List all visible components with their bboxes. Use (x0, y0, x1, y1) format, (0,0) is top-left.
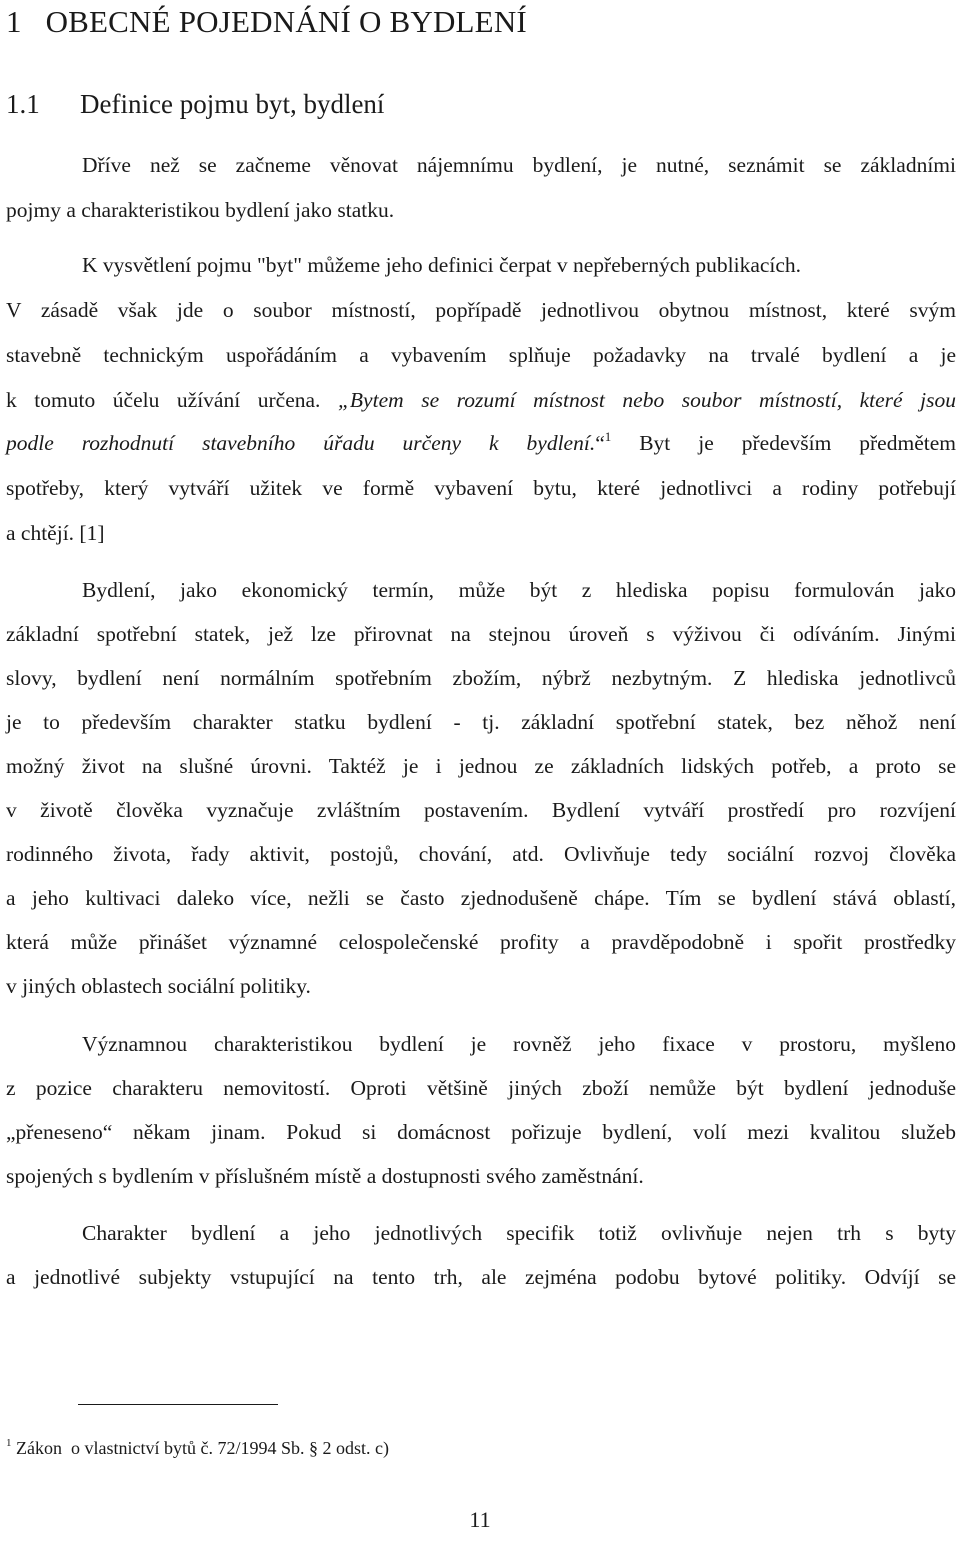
paragraph-4-line: Významnou charakteristikou bydlení je rovněž jeho fixace v prostoru, myšleno (82, 1032, 956, 1056)
paragraph-3-line: je to především charakter statku bydlení - tj. základní spotřební statek, bez něhož není (6, 710, 956, 734)
page-number: 11 (469, 1507, 491, 1532)
footnote-reference[interactable]: 1 (604, 429, 612, 444)
law-quote: „Bytem se rozumí místnost nebo soubor místností, které jsou (337, 388, 956, 412)
footnote (6, 1435, 389, 1461)
body-text: Byt je především předmětem (611, 431, 956, 455)
paragraph-3-line: a jeho kultivaci daleko více, nežli se často zjednodušeně chápe. Tím se bydlení stává oblastí, (6, 886, 956, 910)
paragraph-2-line: K vysvětlení pojmu "byt" můžeme jeho definici čerpat v nepřeberných publikacích. (82, 253, 802, 277)
paragraph-2-line (6, 385, 956, 415)
footnote-text: Zákon o vlastnictví bytů č. 72/1994 Sb. § 2 odst. c) (11, 1438, 389, 1458)
paragraph-5-line: a jednotlivé subjekty vstupující na tento trh, ale zejména podobu bytové politiky. Odvíjí se (6, 1265, 956, 1289)
paragraph-2-line: spotřeby, který vytváří užitek ve formě vybavení bytu, které jednotlivci a rodiny potřebují (6, 476, 956, 500)
paragraph-4-line: z pozice charakteru nemovitostí. Oproti většině jiných zboží nemůže být bydlení jednoduše (6, 1076, 956, 1100)
paragraph-3-line: Bydlení, jako ekonomický termín, může být z hlediska popisu formulován jako (82, 578, 956, 602)
section-number: 1.1 (6, 89, 40, 119)
paragraph-3-line: v jiných oblastech sociální politiky. (6, 974, 311, 998)
quote-close: “ (595, 431, 605, 455)
section-heading (6, 84, 384, 124)
paragraph-2-line: a chtějí. [1] (6, 521, 105, 545)
paragraph-3-line: v životě člověka vyznačuje zvláštním postavením. Bydlení vytváří prostředí pro rozvíjení (6, 798, 956, 822)
section-title: Definice pojmu byt, bydlení (80, 89, 385, 119)
paragraph-3-line: možný život na slušné úrovni. Taktéž je i jednou ze základních lidských potřeb, a proto se (6, 754, 956, 778)
paragraph-2-line (6, 428, 956, 458)
chapter-title: OBECNÉ POJEDNÁNÍ O BYDLENÍ (45, 4, 527, 39)
paragraph-4-line: „přeneseno“ někam jinam. Pokud si domácnost pořizuje bydlení, volí mezi kvalitou služeb (6, 1120, 956, 1144)
footnote-separator (78, 1404, 278, 1405)
paragraph-3-line: rodinného života, řady aktivit, postojů, chování, atd. Ovlivňuje tedy sociální rozvoj člověka (6, 842, 956, 866)
footnote-marker: 1 (6, 1437, 12, 1449)
paragraph-3-line: slovy, bydlení není normálním spotřebním zbožím, nýbrž nezbytným. Z hlediska jednotlivců (6, 666, 956, 690)
body-text: k tomuto účelu užívání určena. (6, 388, 338, 412)
paragraph-2-line: V zásadě však jde o soubor místností, popřípadě jednotlivou obytnou místnost, které svým (6, 298, 956, 322)
chapter-heading (6, 0, 527, 44)
paragraph-4-line: spojených s bydlením v příslušném místě a dostupnosti svého zaměstnání. (6, 1164, 644, 1188)
paragraph-3-line: základní spotřební statek, jež lze přirovnat na stejnou úroveň s výživou či odíváním. Jinými (6, 622, 956, 646)
paragraph-1-line: Dříve než se začneme věnovat nájemnímu bydlení, je nutné, seznámit se základními (82, 153, 956, 177)
paragraph-3-line: která může přinášet významné celospolečenské profity a pravděpodobně i spořit prostředky (6, 930, 956, 954)
paragraph-1-line: pojmy a charakteristikou bydlení jako statku. (6, 198, 395, 222)
law-quote: podle rozhodnutí stavebního úřadu určeny k bydlení. (6, 431, 596, 455)
chapter-number: 1 (6, 4, 22, 39)
paragraph-5-line: Charakter bydlení a jeho jednotlivých specifik totiž ovlivňuje nejen trh s byty (82, 1221, 956, 1245)
paragraph-2-line: stavebně technickým uspořádáním a vybavením splňuje požadavky na trvalé bydlení a je (6, 343, 956, 367)
